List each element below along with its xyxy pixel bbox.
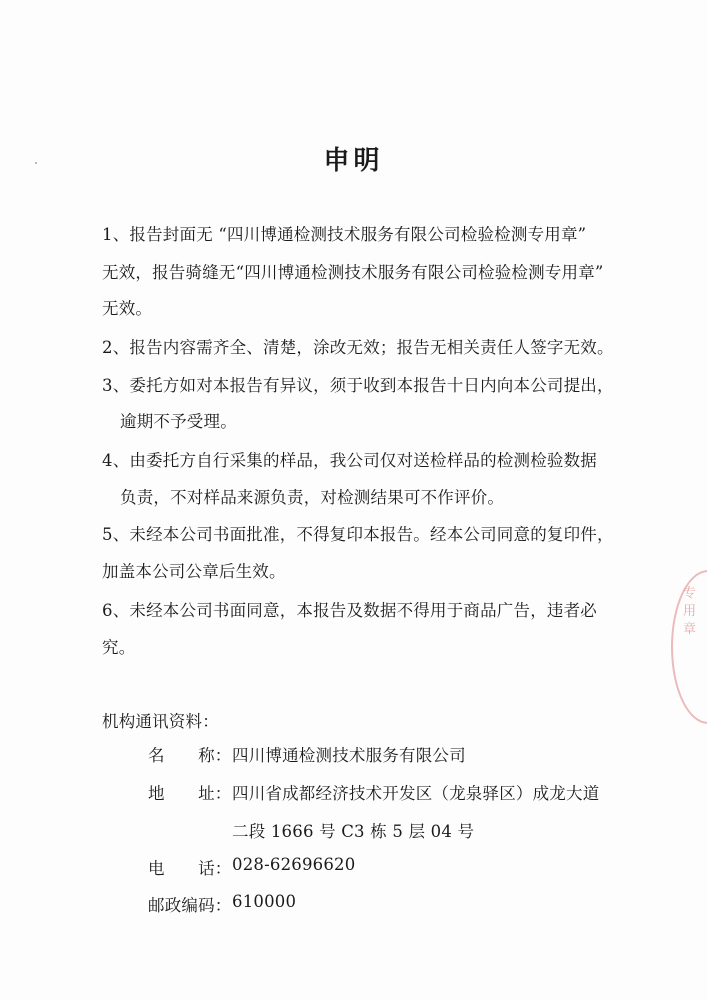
clause-5-line-1: 5、未经本公司书面批准，不得复印本报告。经本公司同意的复印件， <box>102 525 614 544</box>
clause-2-line-1: 2、报告内容需齐全、清楚，涂改无效；报告无相关责任人签字无效。 <box>102 338 614 357</box>
clause-3-line-2: 逾期不予受理。 <box>120 412 237 431</box>
seal-stamp-text: 专用章 <box>683 586 697 637</box>
clause-1-line-1: 1、报告封面无 “四川博通检测技术服务有限公司检验检测专用章” <box>102 225 587 244</box>
contact-phone-value: 028-62696620 <box>232 855 356 874</box>
contact-heading: 机构通讯资料： <box>102 712 219 731</box>
contact-address-label: 地 址： <box>148 784 232 803</box>
clause-3-line-1: 3、委托方如对本报告有异议，须于收到本报告十日内向本公司提出， <box>102 376 614 395</box>
clause-6-line-1: 6、未经本公司书面同意，本报告及数据不得用于商品广告，违者必 <box>102 601 597 620</box>
clause-1-line-2: 无效，报告骑缝无“四川博通检测技术服务有限公司检验检测专用章” <box>102 263 604 282</box>
contact-postcode-label: 邮政编码： <box>148 896 232 915</box>
clause-4-line-1: 4、由委托方自行采集的样品，我公司仅对送检样品的检测检验数据 <box>102 451 597 470</box>
clause-5-line-2: 加盖本公司公章后生效。 <box>102 562 286 581</box>
clause-4-line-2: 负责，不对样品来源负责，对检测结果可不作评价。 <box>120 488 505 507</box>
contact-address-line-2: 二段 1666 号 C3 栋 5 层 04 号 <box>232 822 475 841</box>
contact-postcode-value: 610000 <box>232 892 297 911</box>
contact-name-value: 四川博通检测技术服务有限公司 <box>232 746 466 765</box>
contact-address-line-1: 四川省成都经济技术开发区（龙泉驿区）成龙大道 <box>232 784 600 803</box>
page-title: 申明 <box>323 146 384 176</box>
clause-1-line-3: 无效。 <box>102 299 153 318</box>
clause-6-line-2: 究。 <box>102 638 136 657</box>
contact-phone-label: 电 话： <box>148 859 232 878</box>
contact-name-label: 名 称： <box>148 746 232 765</box>
